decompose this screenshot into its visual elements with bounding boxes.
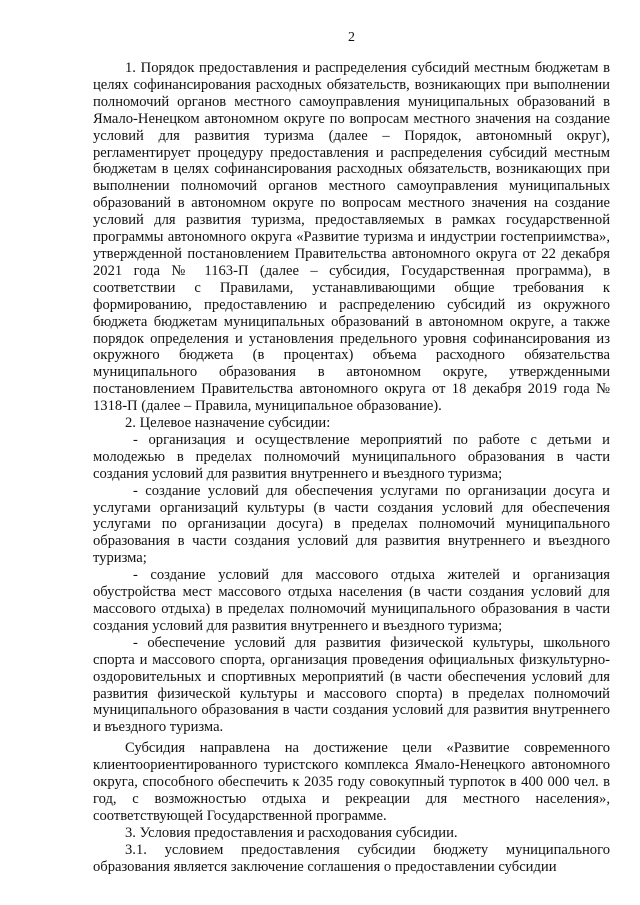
document-body — [93, 60, 610, 876]
paragraph-condition-3-1: 3.1. условием предоставления субсидии бюджету муниципального образования является заключение соглашения о предоставлении субсидии — [93, 841, 610, 875]
paragraph-purpose-heading: 2. Целевое назначение субсидии: — [125, 415, 331, 432]
list-item-leisure-culture: - создание условий для обеспечения услугами по организации досуга и услугами организаций культуры (в части создания условий для обеспечения услугами по организации досуга) в пределах полномочий муниципального образования в части создания условий для развития внутреннего и въездного туризма; — [93, 482, 610, 567]
paragraph-goal: Субсидия направлена на достижение цели «Развитие современного клиентоориентированного туристского комплекса Ямало-Ненецкого автономного округа, способного обеспечить к 2035 году совокупный турпоток в 400 000 чел. в год, с возможностью отдыха и рекреации для местного населения», соответствующей Государственной программе. — [93, 740, 610, 824]
page-number: 2 — [348, 30, 355, 45]
paragraph-conditions-heading: 3. Условия предоставления и расходования субсидии. — [125, 824, 458, 841]
list-item-mass-recreation: - создание условий для массового отдыха жителей и организация обустройства мест массового отдыха населения (в части создания условий для массового отдыха) в пределах полномочий муниципального образования в части создания условий для развития внутреннего и въездного туризма; — [93, 567, 610, 634]
list-item-physical-culture: - обеспечение условий для развития физической культуры, школьного спорта и массового спорта, организация проведения официальных физкультурно-оздоровительных и спортивных мероприятий (в части обеспечения условий для развития физической культуры и массового спорта) в пределах полномочий муниципального образования в части создания условий для развития внутреннего и въездного туризма. — [93, 634, 610, 736]
paragraph-procedure: 1. Порядок предоставления и распределения субсидий местным бюджетам в целях софинансирования расходных обязательств, возникающих при выполнении полномочий органов местного самоуправления муниципальных образований в Ямало-Ненецком автономном округе по вопросам местного значения на создание условий для развития туризма (далее – Порядок, автономный округ), регламентирует процедуру предоставления и распределения субсидий местным бюджетам в целях софинансирования расходных обязательств, возникающих при выполнении полномочий органов местного самоуправления муниципальных образований в автономном округе по вопросам местного значения на создание условий для развития туризма, предоставляемых в рамках государственной программы автономного округа «Развитие туризма и индустрии гостеприимства», утвержденной постановлением Правительства автономного округа от 22 декабря 2021 года № 1163-П (далее – субсидия, Государственная программа), в соответствии с Правилами, устанавливающими общие требования к формированию, предоставлению и распределению субсидий из окружного бюджета бюджетам муниципальных образований в автономном округе, а также порядок определения и установления предельного уровня софинансирования из окружного бюджета (в процентах) объема расходного обязательства муниципального образования в автономном округе, утвержденными постановлением Правительства автономного округа от 18 декабря 2019 года № 1318-П (далее – Правила, муниципальное образование). — [93, 60, 610, 415]
list-item-children-youth: - организация и осуществление мероприятий по работе с детьми и молодежью в пределах полномочий муниципального образования в части создания условий для развития внутреннего и въездного туризма; — [93, 431, 610, 482]
